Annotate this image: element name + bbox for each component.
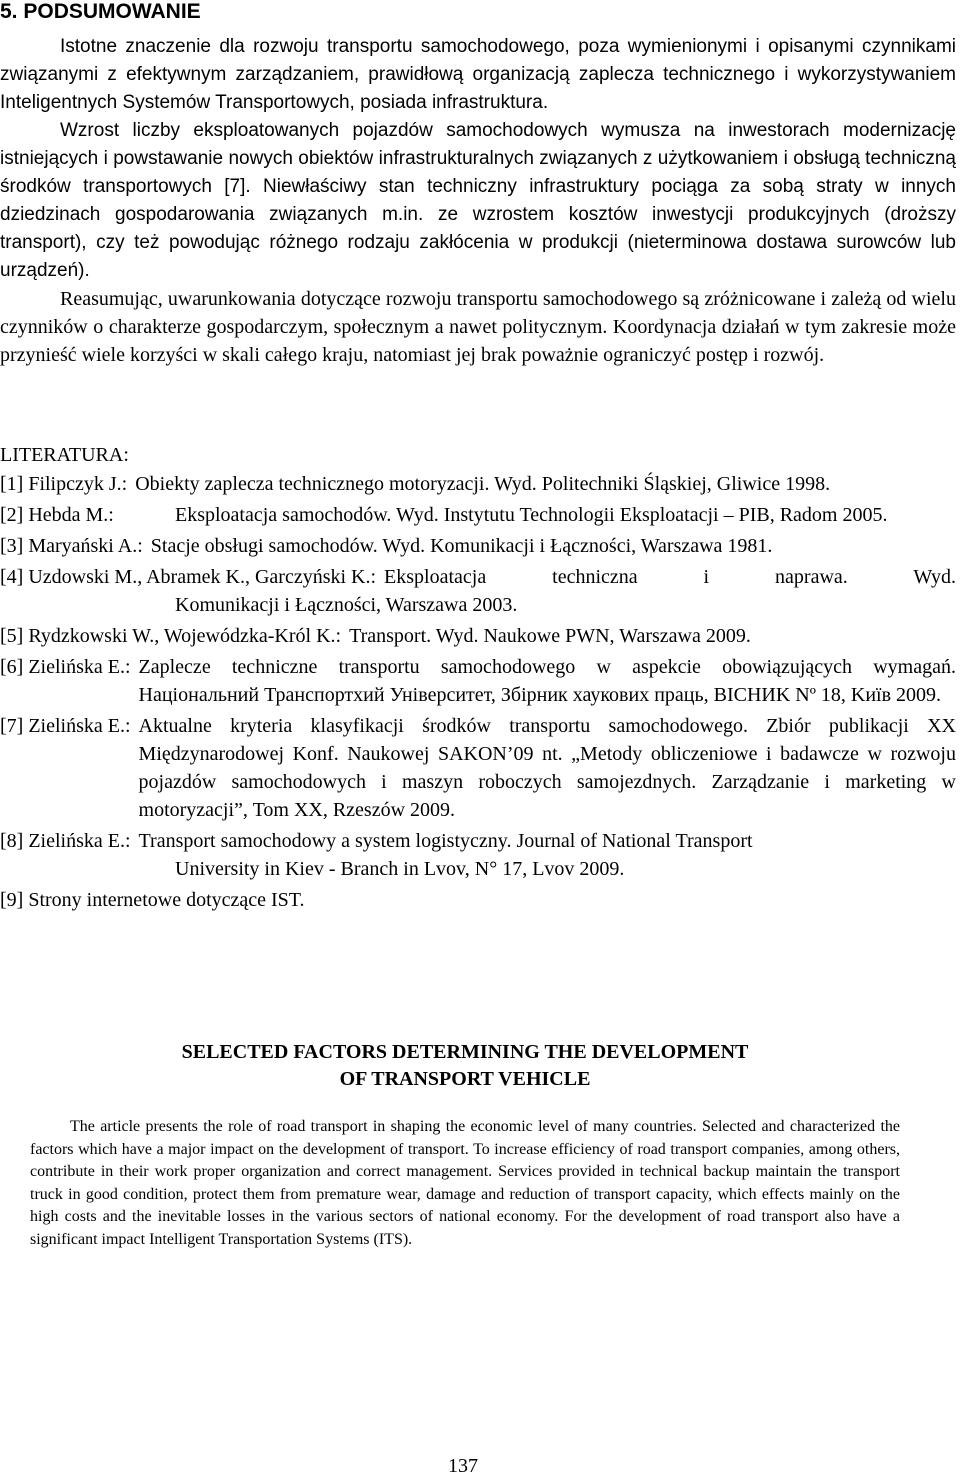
reference-description: Transport samochodowy a system logistyczny. Journal of National Transport bbox=[138, 830, 753, 852]
reference-description: Aktualne kryteria klasyfikacji środków transportu samochodowego. Zbiór publikacji XX Międzynarodowej Konf. Naukowej SAKON’09 nt. „Metody obliczeniowe i badawcze w rozwoju pojazdów samochodowych i maszyn roboczych samojezdnych. Zarządzanie i marketing w motoryzacji”, Tom XX, Rzeszów 2009. bbox=[138, 715, 956, 821]
reference-item bbox=[0, 470, 956, 498]
reference-author: [2] Hebda M.: bbox=[0, 504, 114, 526]
reference-author: [9] Strony internetowe dotyczące IST. bbox=[0, 889, 305, 911]
reference-item bbox=[0, 886, 956, 914]
reference-description: Eksploatacja techniczna i naprawa. Wyd. bbox=[384, 566, 956, 588]
english-abstract: The article presents the role of road transport in shaping the economic level of many countries. Selected and characterized the factors which have a major impact on the development of transport. To increase efficiency of road transport companies, among others, contribute in their work proper organization and correct management. Services provided in technical backup maintain the transport truck in good condition, protect them from premature wear, damage and reduction of transport capacity, which effects mainly on the high costs and the inevitable losses in the various sectors of national economy. For the development of road transport also have a significant impact Intelligent Transportation Systems (ITS). bbox=[30, 1118, 900, 1248]
reference-description: Obiekty zaplecza technicznego motoryzacji. Wyd. Politechniki Śląskiej, Gliwice 1998. bbox=[135, 473, 831, 495]
reference-item bbox=[0, 827, 956, 883]
reference-description: Eksploatacja samochodów. Wyd. Instytutu Technologii Eksploatacji – PIB, Radom 2005. bbox=[175, 504, 888, 526]
reference-list bbox=[0, 470, 956, 917]
reference-author: [1] Filipczyk J.: bbox=[0, 473, 128, 495]
reference-author: [3] Maryański A.: bbox=[0, 535, 143, 557]
reference-item bbox=[0, 712, 956, 824]
reference-author: [8] Zielińska E.: bbox=[0, 830, 131, 852]
summary-paragraph-2: Wzrost liczby eksploatowanych pojazdów samochodowych wymusza na inwestorach modernizację istniejących i powstawanie nowych obiektów infrastrukturalnych związanych z użytkowaniem i obsługą techniczną środków transportowych [7]. Niewłaściwy stan techniczny infrastruktury pociąga za sobą straty w innych dziedzinach gospodarowania związanych m.in. ze wzrostem kosztów inwestycji produkcyjnych (droższy transport), czy też powodując różnego rodzaju zakłócenia w produkcji (nieterminowa dostawa surowców lub urządzeń). bbox=[0, 120, 956, 281]
page-number: 137 bbox=[448, 1455, 478, 1477]
english-title-line-1: SELECTED FACTORS DETERMINING THE DEVELOPMENT bbox=[181, 1041, 749, 1063]
reference-description: Zaplecze techniczne transportu samochodowego w aspekcie obowiązujących wymagań. Національний Транспортхий Університет, Збірник хаукових праць, BICHИK Nº 18, Kиïв 2009. bbox=[138, 656, 956, 706]
reference-description: Stacje obsługi samochodów. Wyd. Komunikacji i Łączności, Warszawa 1981. bbox=[150, 535, 773, 557]
reference-description-continued: University in Kiev - Branch in Lvov, N° 17, Lvov 2009. bbox=[175, 858, 625, 880]
reference-item bbox=[0, 563, 956, 619]
literature-heading: LITERATURA: bbox=[0, 444, 129, 466]
english-title bbox=[0, 1039, 930, 1093]
reference-author: [5] Rydzkowski W., Wojewódzka-Król K.: bbox=[0, 625, 342, 647]
reference-description-continued: Komunikacji i Łączności, Warszawa 2003. bbox=[175, 594, 518, 616]
reference-author: [6] Zielińska E.: bbox=[0, 656, 131, 678]
summary-paragraph-3: Reasumując, uwarunkowania dotyczące rozwoju transportu samochodowego są zróżnicowane i zależą od wielu czynników o charakterze gospodarczym, społecznym a nawet politycznym. Koordynacja działań w tym zakresie może przynieść wiele korzyści w skali całego kraju, natomiast jej brak poważnie ograniczyć postęp i rozwój. bbox=[0, 288, 956, 366]
summary-body bbox=[0, 33, 956, 369]
summary-paragraph-1: Istotne znaczenie dla rozwoju transportu samochodowego, poza wymienionymi i opisanymi czynnikami związanymi z efektywnym zarządzaniem, prawidłową organizacją zaplecza technicznego i wykorzystywaniem Inteligentnych Systemów Transportowych, posiada infrastruktura. bbox=[0, 36, 956, 113]
reference-item bbox=[0, 622, 956, 650]
section-heading: 5. PODSUMOWANIE bbox=[0, 0, 201, 23]
reference-description: Transport. Wyd. Naukowe PWN, Warszawa 2009. bbox=[349, 625, 751, 647]
english-title-line-2: OF TRANSPORT VEHICLE bbox=[339, 1068, 591, 1090]
reference-author: [7] Zielińska E.: bbox=[0, 715, 131, 737]
reference-item bbox=[0, 532, 956, 560]
reference-author: [4] Uzdowski M., Abramek K., Garczyński K.: bbox=[0, 566, 377, 588]
reference-item bbox=[0, 653, 956, 709]
reference-item bbox=[0, 501, 956, 529]
